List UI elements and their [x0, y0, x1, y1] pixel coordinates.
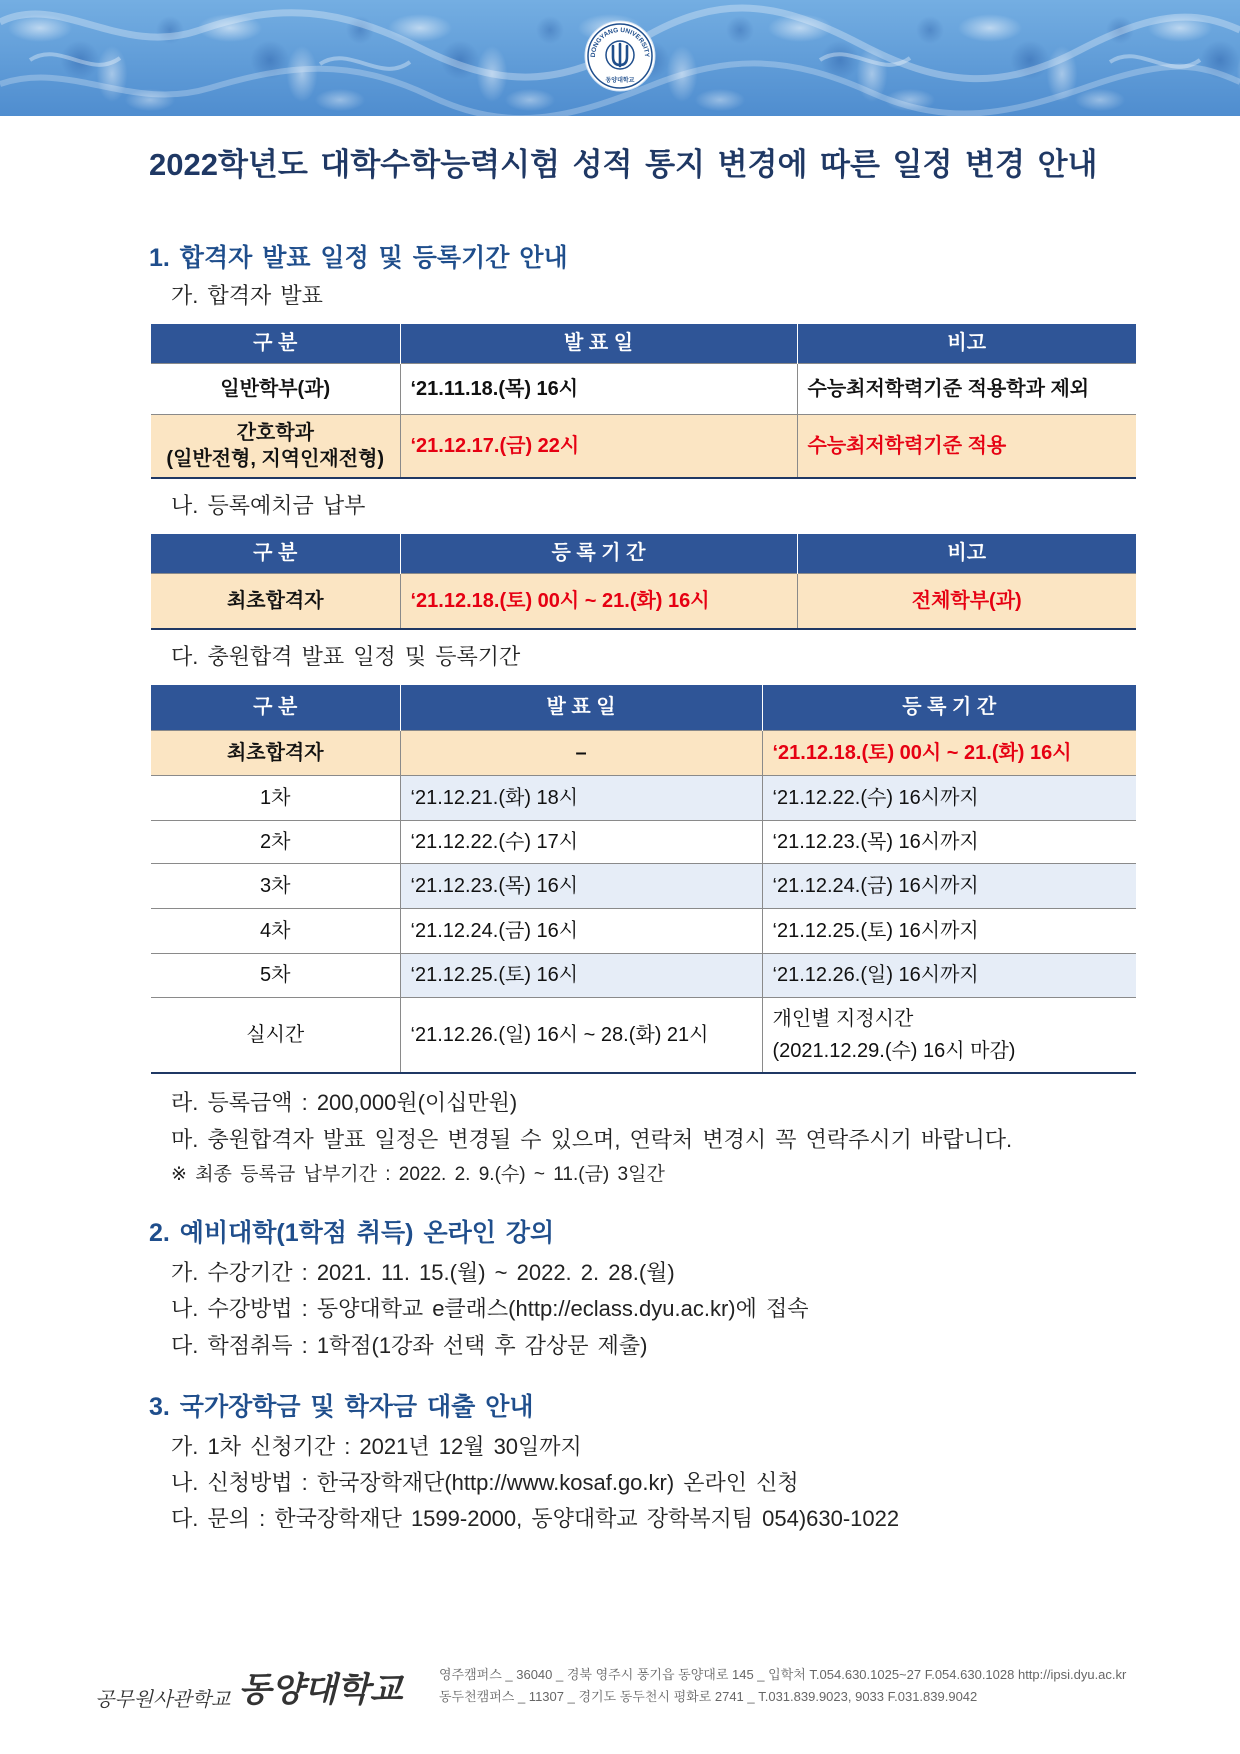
footer-logo-tagline: 공무원사관학교 [95, 1687, 231, 1711]
column-header: 구 분 [151, 324, 400, 363]
category-cell: 최초합격자 [151, 730, 400, 775]
table-row-highlighted [151, 573, 1136, 629]
section-3-heading: 3. 국가장학금 및 학자금 대출 안내 [149, 1393, 534, 1421]
announce-cell: ‘21.12.25.(토) 16시 [400, 953, 762, 997]
announcement-label: 가. 합격자 발표 [171, 283, 323, 308]
column-header: 비고 [797, 324, 1136, 363]
footer-logo [95, 1662, 402, 1712]
category-cell: 2차 [151, 820, 400, 863]
table-header-row [151, 534, 1136, 573]
note-cell: 수능최저학력기준 적용학과 제외 [797, 363, 1136, 414]
announce-cell: ‘21.12.22.(수) 17시 [400, 820, 762, 863]
list-item: 나. 신청방법 : 한국장학재단(http://www.kosaf.go.kr) 온라인 신청 [171, 1470, 799, 1495]
announce-cell: ‘21.12.26.(일) 16시 ~ 28.(화) 21시 [400, 997, 762, 1073]
category-cell: 실시간 [151, 997, 400, 1073]
note-cell: 전체학부(과) [797, 573, 1136, 629]
register-cell: ‘21.12.26.(일) 16시까지 [762, 953, 1136, 997]
register-cell: ‘21.12.22.(수) 16시까지 [762, 775, 1136, 820]
table-row [151, 820, 1136, 863]
category-line: (일반전형, 지역인재전형) [166, 447, 385, 470]
column-header: 등 록 기 간 [762, 685, 1136, 730]
category-cell: 4차 [151, 908, 400, 953]
date-cell: ‘21.11.18.(목) 16시 [400, 363, 797, 414]
additional-label: 다. 충원합격 발표 일정 및 등록기간 [171, 644, 521, 669]
register-cell [762, 997, 1136, 1073]
announce-cell: ‘21.12.21.(화) 18시 [400, 775, 762, 820]
list-item: 다. 문의 : 한국장학재단 1599-2000, 동양대학교 장학복지팀 054)630-1022 [171, 1506, 900, 1531]
column-header: 구 분 [151, 534, 400, 573]
column-header: 구 분 [151, 685, 400, 730]
table-row-highlighted [151, 730, 1136, 775]
logo-bottom-text: 동양대학교 [605, 78, 635, 84]
list-item: 가. 1차 신청기간 : 2021년 12월 30일까지 [171, 1434, 582, 1459]
announce-cell: ‘21.12.24.(금) 16시 [400, 908, 762, 953]
table-row [151, 997, 1136, 1073]
register-cell: ‘21.12.24.(금) 16시까지 [762, 863, 1136, 908]
university-logo [584, 20, 656, 92]
deposit-label: 나. 등록예치금 납부 [171, 493, 366, 518]
table-header-row [151, 685, 1136, 730]
category-cell: 1차 [151, 775, 400, 820]
list-item: 가. 수강기간 : 2021. 11. 15.(월) ~ 2022. 2. 28.(월) [171, 1260, 675, 1285]
note-cell: 수능최저학력기준 적용 [797, 414, 1136, 478]
list-item: 나. 수강방법 : 동양대학교 e클래스(http://eclass.dyu.ac.kr)에 접속 [171, 1296, 809, 1321]
table-row [151, 775, 1136, 820]
register-cell: ‘21.12.25.(토) 16시까지 [762, 908, 1136, 953]
register-cell: ‘21.12.23.(목) 16시까지 [762, 820, 1136, 863]
footer-logo-name: 동양대학교 [238, 1670, 403, 1710]
category-line: 간호학과 [236, 421, 314, 444]
period-cell: ‘21.12.18.(토) 00시 ~ 21.(화) 16시 [400, 573, 797, 629]
table-row [151, 908, 1136, 953]
category-cell: 최초합격자 [151, 573, 400, 629]
footer-address-line: 동두천캠퍼스 _ 11307 _ 경기도 동두천시 평화로 2741 _ T.031.839.9023, 9033 F.031.839.9042 [439, 1689, 978, 1704]
category-cell: 5차 [151, 953, 400, 997]
table-row-highlighted [151, 414, 1136, 478]
register-cell: ‘21.12.18.(토) 00시 ~ 21.(화) 16시 [762, 730, 1136, 775]
category-cell: 3차 [151, 863, 400, 908]
column-header: 발 표 일 [400, 685, 762, 730]
table-header-row [151, 324, 1136, 363]
section-2-heading: 2. 예비대학(1학점 취득) 온라인 강의 [149, 1219, 555, 1247]
notice-line: 마. 충원합격자 발표 일정은 변경될 수 있으며, 연락처 변경시 꼭 연락주시기 바랍니다. [171, 1127, 1013, 1152]
page-title: 2022학년도 대학수학능력시험 성적 통지 변경에 따른 일정 변경 안내 [149, 147, 1098, 182]
column-header: 비고 [797, 534, 1136, 573]
date-cell: ‘21.12.17.(금) 22시 [400, 414, 797, 478]
section-1-heading: 1. 합격자 발표 일정 및 등록기간 안내 [149, 244, 568, 272]
deposit-table [151, 534, 1136, 630]
column-header: 등 록 기 간 [400, 534, 797, 573]
register-line: 개인별 지정시간 [772, 1007, 914, 1030]
footer-address-line: 영주캠퍼스 _ 36040 _ 경북 영주시 풍기읍 동양대로 145 _ 입학처 T.054.630.1025~27 F.054.630.1028 http://ipsi.dyu.ac.kr [439, 1667, 1127, 1682]
header-banner [0, 0, 1240, 116]
announce-cell: – [400, 730, 762, 775]
announce-cell: ‘21.12.23.(목) 16시 [400, 863, 762, 908]
additional-acceptance-table [151, 685, 1136, 1074]
table-row [151, 863, 1136, 908]
category-cell: 일반학부(과) [151, 363, 400, 414]
announcement-table [151, 324, 1136, 479]
list-item: 다. 학점취득 : 1학점(1강좌 선택 후 감상문 제출) [171, 1333, 648, 1358]
category-cell [151, 414, 400, 478]
fee-line: 라. 등록금액 : 200,000원(이십만원) [171, 1090, 518, 1115]
table-row [151, 953, 1136, 997]
final-payment-note: ※ 최종 등록금 납부기간 : 2022. 2. 9.(수) ~ 11.(금) 3일간 [171, 1164, 665, 1185]
column-header: 발 표 일 [400, 324, 797, 363]
register-line: (2021.12.29.(수) 16시 마감) [772, 1039, 1016, 1062]
logo-ring-text: DONGYANG UNIVERSITY [589, 26, 651, 58]
table-row [151, 363, 1136, 414]
